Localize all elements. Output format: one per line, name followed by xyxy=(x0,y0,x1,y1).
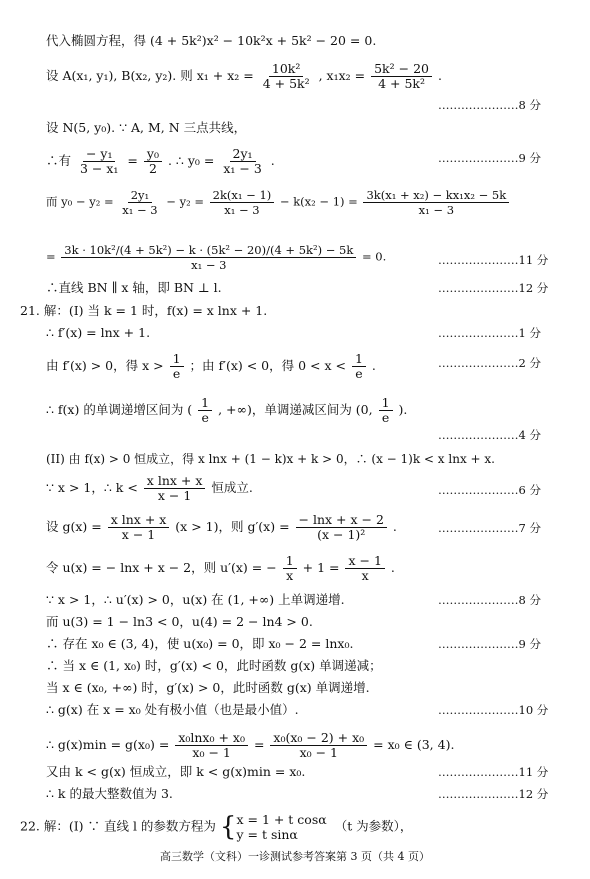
text: + 1 = xyxy=(302,560,340,575)
denominator: 2 xyxy=(148,161,157,176)
text-line: 当 x ∈ (x₀, +∞) 时，g′(x) > 0，此时函数 g(x) 单调递增. xyxy=(46,680,370,695)
text: ). xyxy=(398,402,408,417)
score-marker: …………………4 分 xyxy=(438,428,541,442)
numerator: 5k² − 20 xyxy=(371,62,432,77)
score-marker: …………………7 分 xyxy=(438,521,541,535)
text-line: 而 u(3) = 1 − ln3 < 0，u(4) = 2 − ln4 > 0. xyxy=(46,614,313,629)
denominator: x₁ − 3 xyxy=(223,161,262,176)
text: 恒成立. xyxy=(211,480,253,495)
text-line: ∴直线 BN ∥ x 轴，即 BN ⊥ l. xyxy=(46,280,222,295)
text-line: 21. 解：(I) 当 k = 1 时，f(x) = x lnx + 1. xyxy=(20,303,268,318)
fraction xyxy=(345,554,384,583)
equation: y = t sinα xyxy=(236,827,298,842)
fraction xyxy=(144,147,162,176)
text: （t 为参数）， xyxy=(334,818,413,834)
score-marker: …………………10 分 xyxy=(438,703,549,717)
equation-system xyxy=(236,812,326,842)
denominator: e xyxy=(201,410,209,425)
text-line: ∴ k 的最大整数值为 3. xyxy=(46,786,173,801)
text: ∵ x > 1，∴ k < xyxy=(46,480,138,495)
text: = x₀ ∈ (3, 4). xyxy=(373,737,455,752)
numerator: 1 xyxy=(379,396,393,411)
text: = xyxy=(127,153,138,168)
text: ∴有 xyxy=(46,153,72,168)
denominator: x₀ − 1 xyxy=(192,745,231,760)
numerator: 1 xyxy=(170,352,184,367)
score-marker: …………………11 分 xyxy=(438,765,549,779)
page-footer: 高三数学（文科）一诊测试参考答案第 3 页（共 4 页） xyxy=(160,850,430,863)
text-line: ∴ 当 x ∈ (1, x₀) 时，g′(x) < 0，此时函数 g(x) 单调递减； xyxy=(46,658,382,673)
text: 令 u(x) = − lnx + x − 2，则 u′(x) = − xyxy=(46,560,277,575)
text: . xyxy=(390,560,395,575)
numerator: 3k(x₁ + x₂) − kx₁x₂ − 5k xyxy=(363,188,509,203)
score-marker: …………………12 分 xyxy=(438,787,549,801)
denominator: x xyxy=(286,568,294,583)
numerator: x − 1 xyxy=(345,554,384,569)
text-line xyxy=(46,554,395,583)
text-line: (II) 由 f(x) > 0 恒成立，得 x lnx + (1 − k)x + k > 0，∴ (x − 1)k < x lnx + x. xyxy=(46,452,495,466)
numerator: x₀lnx₀ + x₀ xyxy=(175,731,248,746)
text-line xyxy=(46,474,253,503)
score-marker: …………………8 分 xyxy=(438,98,541,112)
fraction xyxy=(119,188,160,217)
fraction xyxy=(363,188,509,217)
text: , x₁x₂ = xyxy=(318,68,366,83)
text: (x > 1)，则 g′(x) = xyxy=(175,519,290,534)
fraction xyxy=(175,731,248,760)
text: ∴ g(x)min = g(x₀) = xyxy=(46,737,170,752)
numerator: − y₁ xyxy=(83,147,116,162)
score-marker: …………………1 分 xyxy=(438,326,541,340)
fraction xyxy=(144,474,206,503)
denominator: x₁ − 3 xyxy=(122,203,158,217)
numerator: − lnx + x − 2 xyxy=(296,513,387,528)
numerator: x₀(x₀ − 2) + x₀ xyxy=(270,731,367,746)
text: 设 g(x) = xyxy=(46,519,102,534)
score-marker: …………………11 分 xyxy=(438,253,549,267)
fraction xyxy=(379,396,393,425)
numerator: 1 xyxy=(198,396,212,411)
denominator: x₀ − 1 xyxy=(299,745,338,760)
brace-glyph: { xyxy=(219,812,237,842)
numerator: x lnx + x xyxy=(108,513,170,528)
text: − k(x₂ − 1) = xyxy=(279,194,358,209)
text: 设 A(x₁, y₁), B(x₂, y₂). 则 x₁ + x₂ = xyxy=(46,68,254,83)
text-line xyxy=(20,812,412,842)
text: . ∴ y₀ = xyxy=(167,153,215,168)
denominator: 4 + 5k² xyxy=(262,76,310,91)
numerator: y₀ xyxy=(144,147,162,162)
denominator: 3 − x₁ xyxy=(80,161,119,176)
fraction xyxy=(260,62,313,91)
text: = 0. xyxy=(362,249,387,264)
fraction xyxy=(108,513,170,542)
text-line: ∴ f′(x) = lnx + 1. xyxy=(46,325,151,340)
score-marker: …………………8 分 xyxy=(438,593,541,607)
numerator: 2y₁ xyxy=(230,147,256,162)
numerator: 2k(x₁ − 1) xyxy=(210,188,275,203)
denominator: x − 1 xyxy=(121,527,156,542)
denominator: x₁ − 3 xyxy=(418,203,455,217)
denominator: 4 + 5k² xyxy=(378,76,425,91)
numerator: 2y₁ xyxy=(128,188,152,203)
fraction xyxy=(296,513,387,542)
denominator: e xyxy=(381,410,390,425)
denominator: x₁ − 3 xyxy=(224,203,260,217)
numerator: 3k · 10k²/(4 + 5k²) − k · (5k² − 20)/(4 + 5k²) − 5k xyxy=(61,243,356,258)
denominator: x xyxy=(361,568,369,583)
text-line xyxy=(46,396,407,425)
text-line xyxy=(46,188,511,217)
denominator: e xyxy=(355,366,363,381)
text: . xyxy=(437,68,442,83)
text-line: 又由 k < g(x) 恒成立，即 k < g(x)min = x₀. xyxy=(46,764,306,779)
text: − y₂ = xyxy=(166,194,204,209)
text-line: 设 N(5, y₀). ∵ A, M, N 三点共线， xyxy=(46,120,247,135)
text: , +∞)，单调递减区间为 (0, xyxy=(218,402,373,417)
text-line: ∵ x > 1，∴ u′(x) > 0，u(x) 在 (1, +∞) 上单调递增. xyxy=(46,592,345,607)
text-line xyxy=(46,352,376,381)
fraction xyxy=(61,243,356,272)
text: = xyxy=(253,737,265,752)
numerator: x lnx + x xyxy=(144,474,206,489)
text: . xyxy=(371,358,376,373)
text: . xyxy=(270,153,275,168)
text: = xyxy=(46,249,56,264)
text-line: ∴ g(x) 在 x = x₀ 处有极小值（也是最小值）. xyxy=(46,702,299,717)
text: . xyxy=(392,519,397,534)
text: 22. 解：(I) ∵ 直线 l 的参数方程为 xyxy=(20,818,216,834)
text-line xyxy=(46,513,397,542)
fraction xyxy=(198,396,212,425)
fraction xyxy=(210,188,275,217)
score-marker: …………………9 分 xyxy=(438,151,541,165)
fraction xyxy=(170,352,184,381)
score-marker: …………………9 分 xyxy=(438,637,541,651)
denominator: e xyxy=(172,366,181,381)
text: 由 f′(x) > 0，得 x > xyxy=(46,358,164,373)
denominator: x − 1 xyxy=(157,488,192,503)
denominator: x₁ − 3 xyxy=(191,258,227,272)
fraction xyxy=(352,352,366,381)
equation: x = 1 + t cosα xyxy=(236,812,327,827)
fraction xyxy=(220,147,264,176)
text-line xyxy=(46,62,442,91)
score-marker: …………………12 分 xyxy=(438,281,549,295)
fraction xyxy=(270,731,367,760)
numerator: 1 xyxy=(283,554,297,569)
score-marker: …………………6 分 xyxy=(438,483,541,497)
text-line xyxy=(46,731,454,760)
text: ∴ f(x) 的单调递增区间为 ( xyxy=(46,402,193,417)
denominator: (x − 1)² xyxy=(317,527,366,542)
fraction xyxy=(77,147,121,176)
numerator: 1 xyxy=(352,352,366,367)
fraction xyxy=(371,62,432,91)
text: 而 y₀ − y₂ = xyxy=(46,194,114,209)
text-line: ∴ 存在 x₀ ∈ (3, 4)，使 u(x₀) = 0，即 x₀ − 2 = lnx₀. xyxy=(46,636,354,651)
score-marker: …………………2 分 xyxy=(438,356,541,370)
text: ；由 f′(x) < 0，得 0 < x < xyxy=(189,358,346,373)
numerator: 10k² xyxy=(269,62,304,77)
text-line xyxy=(46,147,275,176)
fraction xyxy=(283,554,297,583)
text-line xyxy=(46,243,386,272)
text-line: 代入椭圆方程，得 (4 + 5k²)x² − 10k²x + 5k² − 20 = 0. xyxy=(46,33,377,48)
